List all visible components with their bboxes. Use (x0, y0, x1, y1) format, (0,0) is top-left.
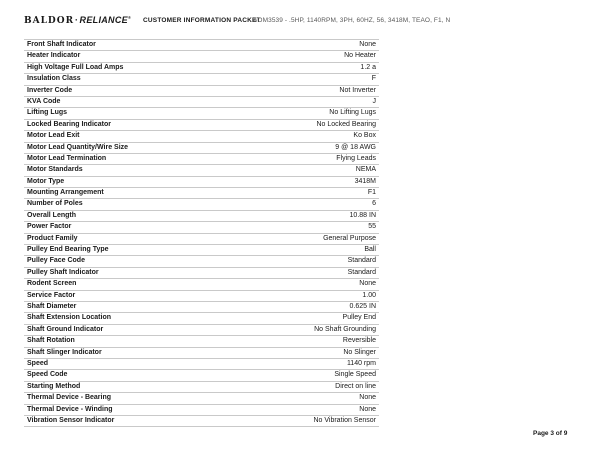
spec-value: 6 (372, 200, 376, 208)
spec-value: No Slinger (343, 348, 376, 356)
table-row (24, 256, 379, 267)
table-row (24, 291, 379, 302)
spec-value: Flying Leads (336, 154, 376, 162)
table-row (24, 188, 379, 199)
spec-label: Shaft Diameter (27, 302, 77, 310)
spec-label: Shaft Slinger Indicator (27, 348, 102, 356)
spec-label: Overall Length (27, 211, 77, 219)
spec-label: Speed Code (27, 371, 68, 379)
logo-separator-dot: · (75, 15, 79, 25)
table-row (24, 199, 379, 210)
table-row (24, 74, 379, 85)
spec-value: J (372, 97, 376, 105)
spec-value: 0.625 IN (349, 302, 376, 310)
table-row (24, 143, 379, 154)
spec-label: Motor Lead Termination (27, 154, 107, 162)
spec-value: 55 (368, 223, 376, 231)
table-row (24, 63, 379, 74)
table-row (24, 40, 379, 51)
table-row (24, 245, 379, 256)
spec-value: Direct on line (335, 382, 376, 390)
logo-reliance-text: RELIANCE (79, 15, 128, 25)
table-row (24, 416, 379, 427)
spec-value: None (359, 405, 376, 413)
spec-label: Motor Type (27, 177, 65, 185)
document-title: CUSTOMER INFORMATION PACKET (143, 17, 261, 24)
table-row (24, 405, 379, 416)
spec-label: Motor Lead Exit (27, 132, 80, 140)
spec-label: Product Family (27, 234, 78, 242)
spec-value: None (359, 41, 376, 48)
baldor-reliance-logo (24, 15, 131, 26)
spec-label: Shaft Rotation (27, 337, 75, 345)
table-row (24, 120, 379, 131)
table-row (24, 279, 379, 290)
spec-value: No Vibration Sensor (313, 416, 376, 424)
spec-value: 10.88 IN (349, 211, 376, 219)
table-row (24, 234, 379, 245)
spec-label: Speed (27, 359, 49, 367)
table-row (24, 177, 379, 188)
table-row (24, 382, 379, 393)
table-row (24, 154, 379, 165)
spec-table (24, 39, 379, 427)
table-row (24, 325, 379, 336)
table-row (24, 86, 379, 97)
product-spec-subtitle: AOM3539 - .5HP, 1140RPM, 3PH, 60HZ, 56, 3418M, TEAO, F1, N (253, 17, 451, 24)
spec-value: None (359, 394, 376, 402)
spec-label: Vibration Sensor Indicator (27, 416, 115, 424)
spec-value: None (359, 280, 376, 288)
spec-value: F1 (367, 189, 376, 197)
spec-label: Insulation Class (27, 75, 81, 83)
table-row (24, 108, 379, 119)
spec-label: Shaft Extension Location (27, 314, 112, 322)
spec-value: Pulley End (342, 314, 376, 322)
spec-value: No Locked Bearing (316, 120, 376, 128)
spec-label: High Voltage Full Load Amps (27, 63, 124, 71)
spec-value: 1.00 (362, 291, 376, 299)
spec-label: Locked Bearing Indicator (27, 120, 112, 128)
spec-value: No Heater (344, 52, 376, 60)
table-row (24, 359, 379, 370)
spec-value: Reversible (342, 337, 376, 345)
table-row (24, 268, 379, 279)
spec-label: Pulley Face Code (27, 257, 85, 265)
spec-label: Lifting Lugs (27, 109, 68, 117)
spec-label: Inverter Code (27, 86, 73, 94)
spec-value: Ball (364, 246, 376, 254)
spec-value: 3418M (354, 177, 376, 185)
spec-label: Power Factor (27, 223, 72, 231)
table-row (24, 131, 379, 142)
spec-value: Standard (347, 257, 376, 265)
table-row (24, 336, 379, 347)
spec-label: Rodent Screen (27, 280, 77, 288)
page-number: Page 3 of 9 (533, 430, 568, 437)
table-row (24, 165, 379, 176)
spec-label: Front Shaft Indicator (27, 41, 96, 48)
registered-trademark-icon: ® (127, 15, 131, 20)
spec-label: KVA Code (27, 97, 61, 105)
spec-label: Starting Method (27, 382, 81, 390)
table-row (24, 393, 379, 404)
spec-label: Pulley Shaft Indicator (27, 268, 99, 276)
spec-label: Thermal Device - Winding (27, 405, 113, 413)
spec-value: Standard (347, 268, 376, 276)
logo-baldor-text: BALDOR (24, 16, 75, 26)
spec-label: Number of Poles (27, 200, 83, 208)
spec-value: No Shaft Grounding (314, 325, 376, 333)
table-row (24, 222, 379, 233)
table-row (24, 51, 379, 62)
spec-label: Motor Lead Quantity/Wire Size (27, 143, 129, 151)
spec-label: Service Factor (27, 291, 76, 299)
spec-value: Not Inverter (339, 86, 376, 94)
spec-label: Motor Standards (27, 166, 83, 174)
spec-value: NEMA (355, 166, 376, 174)
table-row (24, 348, 379, 359)
table-row (24, 211, 379, 222)
table-row (24, 313, 379, 324)
spec-value: Ko Box (353, 132, 376, 140)
spec-label: Pulley End Bearing Type (27, 246, 109, 254)
spec-label: Mounting Arrangement (27, 189, 104, 197)
table-row (24, 370, 379, 381)
spec-label: Heater Indicator (27, 52, 81, 60)
spec-label: Thermal Device - Bearing (27, 394, 112, 402)
spec-value: No Lifting Lugs (329, 109, 376, 117)
spec-label: Shaft Ground Indicator (27, 325, 104, 333)
table-row (24, 97, 379, 108)
spec-value: F (371, 75, 376, 83)
spec-value: 9 @ 18 AWG (335, 143, 376, 151)
table-row (24, 302, 379, 313)
spec-value: 1140 rpm (346, 359, 376, 367)
spec-value: Single Speed (334, 371, 376, 379)
spec-value: 1.2 a (360, 63, 376, 71)
spec-value: General Purpose (323, 234, 376, 242)
